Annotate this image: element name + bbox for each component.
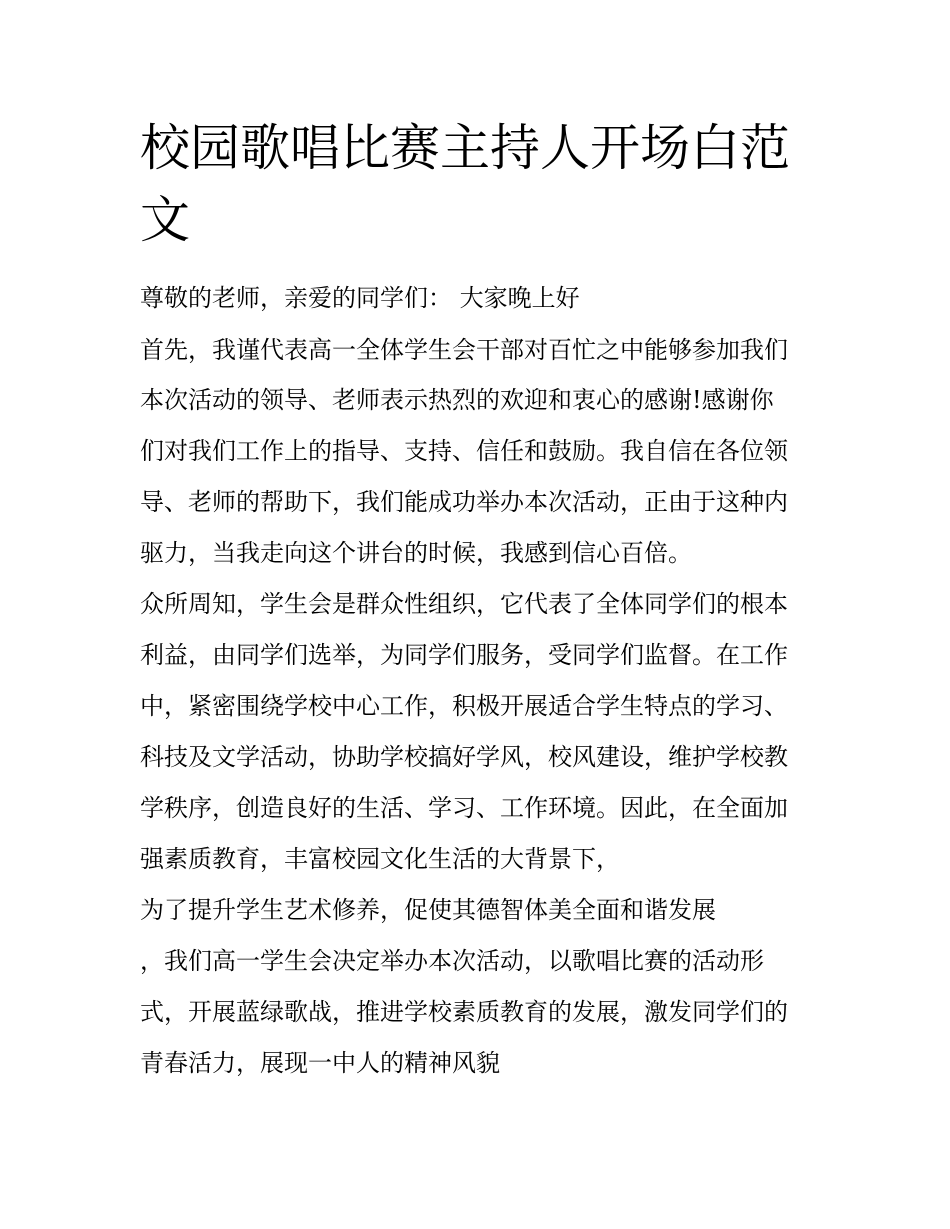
body-line-7: 众所周知，学生会是群众性组织，它代表了全体同学们的根本 xyxy=(140,590,788,618)
body-line-14: ，我们高一学生会决定举办本次活动，以歌唱比赛的活动形 xyxy=(140,947,764,975)
body-line-3: 本次活动的领导、老师表示热烈的欢迎和衷心的感谢!感谢你 xyxy=(140,386,774,414)
body-line-12: 强素质教育，丰富校园文化生活的大背景下， xyxy=(140,845,620,873)
body-line-8: 利益，由同学们选举，为同学们服务，受同学们监督。在工作 xyxy=(140,641,788,669)
body-line-9: 中，紧密围绕学校中心工作，积极开展适合学生特点的学习、 xyxy=(140,692,788,720)
body-line-1: 尊敬的老师，亲爱的同学们： 大家晚上好 xyxy=(140,284,580,312)
body-line-13: 为了提升学生艺术修养，促使其德智体美全面和谐发展 xyxy=(140,896,716,924)
body-line-2: 首先，我谨代表高一全体学生会干部对百忙之中能够参加我们 xyxy=(140,336,788,364)
body-line-5: 导、老师的帮助下，我们能成功举办本次活动，正由于这种内 xyxy=(140,488,788,516)
body-line-6: 驱力，当我走向这个讲台的时候，我感到信心百倍。 xyxy=(140,539,692,567)
body-line-10: 科技及文学活动，协助学校搞好学风，校风建设，维护学校教 xyxy=(140,743,788,771)
body-line-4: 们对我们工作上的指导、支持、信任和鼓励。我自信在各位领 xyxy=(140,437,788,465)
body-line-11: 学秩序，创造良好的生活、学习、工作环境。因此，在全面加 xyxy=(140,794,788,822)
body-line-15: 式，开展蓝绿歌战，推进学校素质教育的发展，激发同学们的 xyxy=(140,998,788,1026)
body-line-16: 青春活力，展现一中人的精神风貌 xyxy=(140,1049,500,1077)
document-title: 校园歌唱比赛主持人开场白范文 xyxy=(140,119,790,249)
